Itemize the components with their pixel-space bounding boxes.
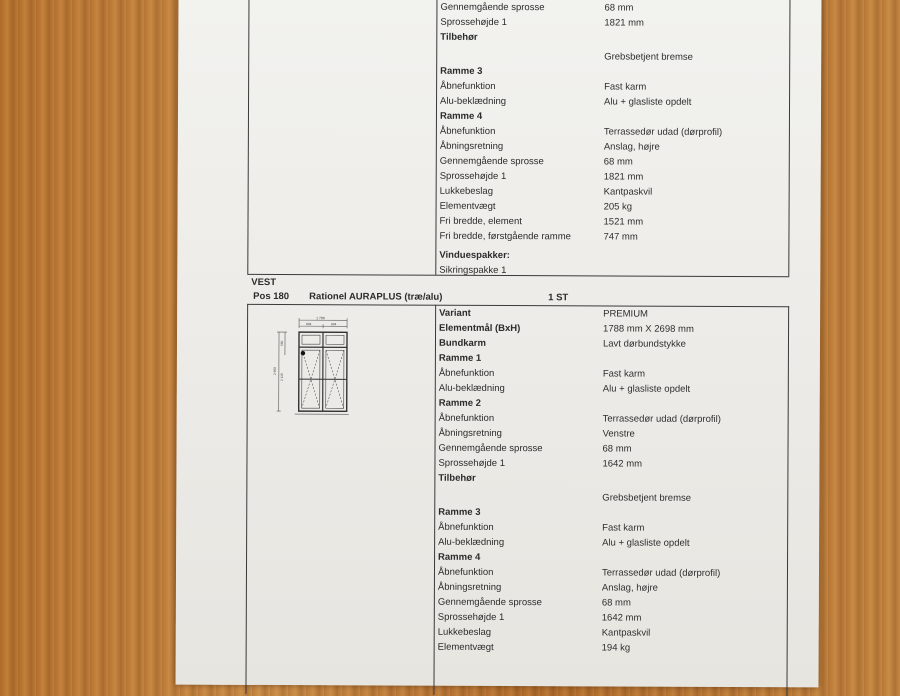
spec-label: Lukkebeslag (438, 627, 491, 639)
position-number: Pos 180 (253, 291, 289, 302)
document-page (175, 0, 821, 687)
section-heading: Tilbehør (440, 32, 477, 44)
spec-label: Sprossehøjde 1 (438, 612, 505, 624)
spec-value: 194 kg (602, 642, 631, 654)
spec-value: Terrassedør udad (dørprofil) (603, 413, 721, 426)
section-heading: Elementmål (BxH) (439, 323, 520, 335)
spec-label: Sprossehøjde 1 (440, 171, 507, 183)
dim-width-left: 894 (306, 322, 312, 326)
section-header-divider (247, 304, 789, 307)
spec-value: 205 kg (604, 201, 633, 213)
table-left-border (247, 0, 249, 274)
spec-value: Kantpaskvil (602, 627, 651, 639)
spec-value: Anslag, højre (604, 141, 660, 153)
spec-value: 1642 mm (602, 612, 642, 624)
product-name: Rationel AURAPLUS (træ/alu) (309, 291, 442, 303)
section-heading: Tilbehør (438, 473, 475, 485)
spec-label: Elementvægt (438, 642, 494, 654)
spec-label: Åbnefunktion (440, 81, 496, 93)
spec-label: Åbnefunktion (438, 567, 494, 579)
quantity: 1 ST (548, 292, 568, 303)
section-heading: Ramme 1 (439, 353, 481, 365)
dim-width-total: 1 788 (316, 316, 325, 320)
spec-value: Fast karm (602, 522, 644, 534)
spec-value: Anslag, højre (602, 582, 658, 594)
spec-label: Åbningsretning (439, 428, 502, 440)
section-heading: Ramme 2 (439, 398, 481, 410)
section-name: VEST (251, 277, 276, 288)
dim-width-right: 894 (331, 322, 337, 326)
section-heading: Ramme 3 (438, 507, 480, 519)
table-right-border-bottom (786, 306, 789, 696)
section-heading: Ramme 3 (440, 66, 482, 78)
section-heading: Ramme 4 (438, 552, 480, 564)
spec-value: 1521 mm (603, 216, 643, 228)
section-heading: Vinduespakker: (439, 250, 510, 262)
spec-value: Fast karm (604, 81, 646, 93)
spec-label: Gennemgående sprosse (440, 156, 544, 168)
spec-value: 1821 mm (604, 17, 644, 29)
spec-value: Lavt dørbundstykke (603, 338, 686, 350)
spec-value: Grebsbetjent bremse (604, 51, 693, 63)
spec-label: Alu-beklædning (439, 383, 505, 395)
spec-label: Sikringspakke 1 (439, 265, 506, 277)
spec-value: Alu + glasliste opdelt (603, 383, 690, 395)
spec-label: Åbnefunktion (440, 126, 496, 138)
spec-label: Åbnefunktion (439, 368, 495, 380)
spec-label: Sprossehøjde 1 (440, 17, 507, 29)
spec-value: 68 mm (602, 443, 631, 455)
spec-value: Grebsbetjent bremse (602, 492, 691, 504)
spec-label: Gennemgående sprosse (438, 597, 542, 609)
section-heading: Variant (439, 308, 471, 320)
spec-value: Alu + glasliste opdelt (604, 96, 691, 108)
spec-value: Terrassedør udad (dørprofil) (602, 567, 720, 580)
section-heading: Bundkarm (439, 338, 486, 350)
spec-value: Venstre (603, 428, 635, 440)
spec-label: Lukkebeslag (440, 186, 493, 198)
spec-label: Gennemgående sprosse (440, 2, 544, 14)
column-divider-top (435, 0, 437, 275)
spec-label: Elementvægt (440, 201, 496, 213)
table-left-border-bottom (245, 304, 248, 694)
spec-label: Alu-beklædning (438, 537, 504, 549)
spec-value: Alu + glasliste opdelt (602, 537, 689, 549)
dim-height-sub: 2 118 (280, 373, 284, 381)
spec-value: 68 mm (604, 2, 633, 14)
spec-label: Fri bredde, element (439, 216, 521, 228)
spec-value: Terrassedør udad (dørprofil) (604, 126, 722, 139)
section-heading: Ramme 4 (440, 111, 482, 123)
spec-value: 68 mm (602, 597, 631, 609)
section-divider (247, 274, 789, 277)
spec-value: 747 mm (603, 231, 637, 243)
spec-label: Åbningsretning (440, 141, 503, 153)
spec-value: PREMIUM (603, 308, 648, 320)
spec-value: 68 mm (604, 156, 633, 168)
spec-label: Åbningsretning (438, 582, 501, 594)
spec-label: Gennemgående sprosse (438, 443, 542, 455)
spec-value: 1788 mm X 2698 mm (603, 323, 694, 335)
column-divider-bottom (433, 305, 436, 695)
spec-value: Kantpaskvil (604, 186, 653, 198)
spec-label: Åbnefunktion (438, 522, 494, 534)
spec-value: 1821 mm (604, 171, 644, 183)
spec-value: Fast karm (603, 368, 645, 380)
dim-height-top: 580 (280, 341, 284, 347)
spec-value: 1642 mm (602, 458, 642, 470)
spec-label: Åbnefunktion (439, 413, 495, 425)
window-drawing (269, 315, 349, 425)
spec-label: Fri bredde, førstgående ramme (439, 231, 571, 244)
table-right-border (788, 0, 790, 276)
spec-label: Sprossehøjde 1 (438, 458, 505, 470)
spec-label: Alu-beklædning (440, 96, 506, 108)
dim-height-total: 2 698 (273, 367, 277, 375)
